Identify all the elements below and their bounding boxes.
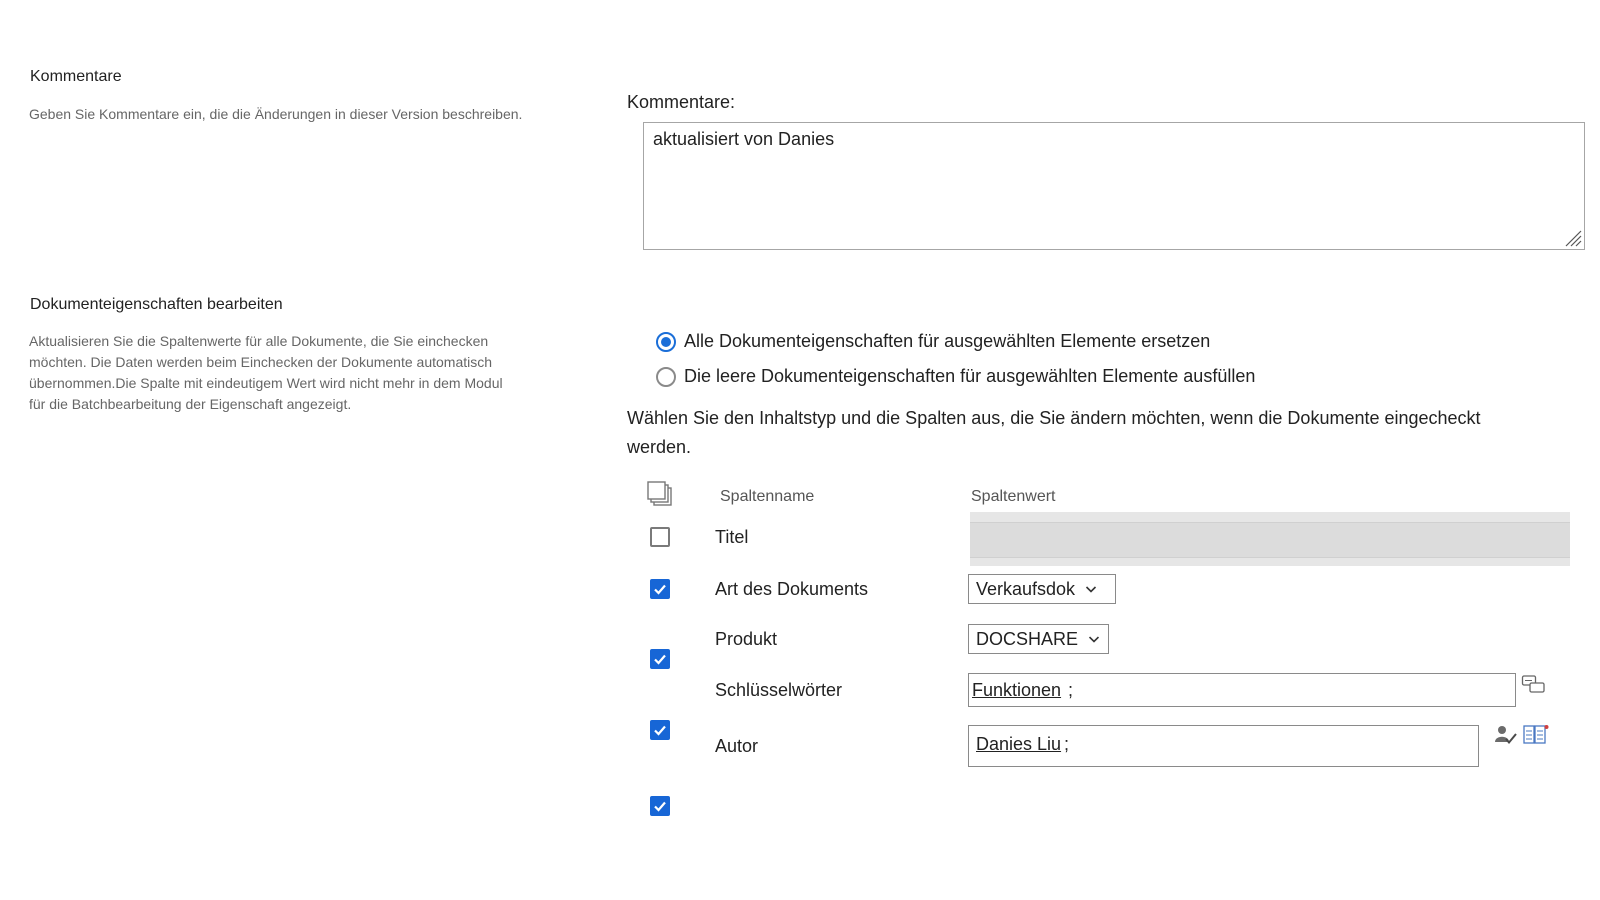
checkbox-autor[interactable] — [650, 796, 670, 816]
select-all-icon[interactable] — [647, 481, 673, 507]
term-browse-icon[interactable] — [1521, 674, 1547, 696]
radio-selected-icon[interactable] — [656, 332, 676, 352]
description-line: für die Batchbearbeitung der Eigenschaft angezeigt. — [29, 396, 352, 412]
comments-section-description: Geben Sie Kommentare ein, die die Änderungen in dieser Version beschreiben. — [29, 106, 523, 122]
token-separator: ; — [1064, 734, 1070, 754]
chevron-down-icon — [1085, 583, 1097, 595]
checkbox-produkt[interactable] — [650, 649, 670, 669]
comments-field-label: Kommentare: — [627, 92, 736, 112]
checkmark-icon — [652, 722, 668, 738]
row-label-art-des-dokuments: Art des Dokuments — [715, 579, 869, 599]
schluesselwoerter-input[interactable] — [968, 673, 1516, 707]
radio-option-label: Die leere Dokumenteigenschaften für ausgewählten Elemente ausfüllen — [684, 366, 1256, 386]
description-line: möchten. Die Daten werden beim Einchecken der Dokumente automatisch — [29, 354, 493, 370]
comments-value: aktualisiert von Danies — [653, 129, 835, 149]
radio-option-fill-empty[interactable] — [656, 366, 1255, 387]
select-value: DOCSHARE — [976, 628, 1079, 649]
chevron-down-icon — [1088, 633, 1100, 645]
checkbox-titel[interactable] — [650, 527, 670, 547]
titel-value-field — [970, 512, 1570, 566]
properties-section-description — [29, 331, 503, 415]
properties-section-title: Dokumenteigenschaften bearbeiten — [30, 296, 283, 313]
checkbox-schluesselwoerter[interactable] — [650, 720, 670, 740]
row-label-produkt: Produkt — [715, 629, 778, 649]
description-line: übernommen.Die Spalte mit eindeutigem Wert wird nicht mehr in dem Modul — [29, 375, 503, 391]
instruction-line: werden. — [627, 437, 692, 457]
select-value: Verkaufsdok — [976, 578, 1076, 599]
checkmark-icon — [652, 581, 668, 597]
autor-input[interactable] — [968, 725, 1479, 767]
row-label-titel: Titel — [715, 527, 749, 547]
instruction-text — [627, 404, 1577, 462]
checkbox-art-des-dokuments[interactable] — [650, 579, 670, 599]
row-label-schluesselwoerter: Schlüsselwörter — [715, 680, 843, 700]
row-label-autor: Autor — [715, 736, 759, 756]
radio-option-replace-all[interactable] — [656, 331, 1210, 352]
radio-option-label: Alle Dokumenteigenschaften für ausgewählten Elemente ersetzen — [684, 331, 1211, 351]
token-separator: ; — [1068, 680, 1074, 700]
resize-grip-icon[interactable] — [1562, 227, 1582, 247]
comments-textarea[interactable] — [643, 122, 1585, 250]
column-header-value: Spaltenwert — [971, 488, 1056, 505]
column-header-name: Spaltenname — [720, 488, 815, 505]
person-token[interactable]: Danies Liu — [976, 734, 1062, 754]
radio-unselected-icon[interactable] — [656, 367, 676, 387]
description-line: Aktualisieren Sie die Spaltenwerte für alle Dokumente, die Sie einchecken — [29, 333, 489, 349]
instruction-line: Wählen Sie den Inhaltstyp und die Spalten aus, die Sie ändern möchten, wenn die Dokumente eingecheckt — [627, 408, 1481, 428]
comments-section-title: Kommentare — [30, 68, 122, 85]
keyword-token[interactable]: Funktionen — [972, 680, 1062, 700]
art-des-dokuments-select[interactable] — [968, 574, 1116, 604]
checkmark-icon — [652, 798, 668, 814]
check-names-icon[interactable] — [1494, 723, 1518, 747]
address-book-icon[interactable] — [1523, 724, 1549, 746]
checkmark-icon — [652, 651, 668, 667]
produkt-select[interactable] — [968, 624, 1109, 654]
